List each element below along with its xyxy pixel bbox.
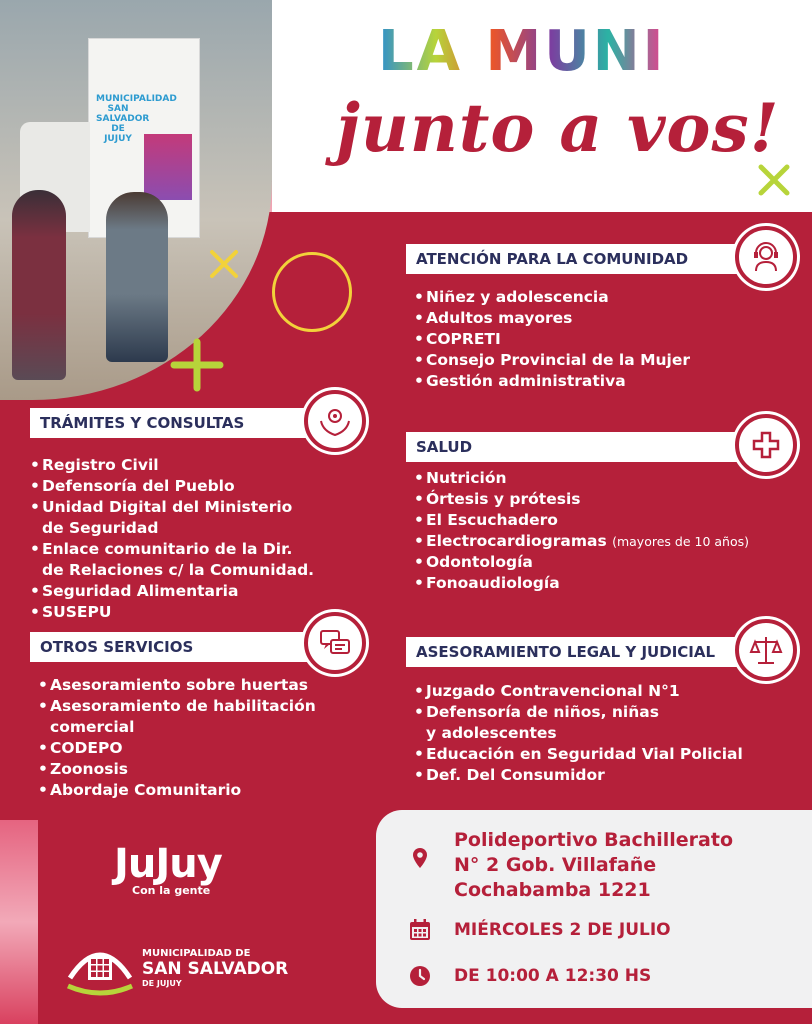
headline-line1: LA MUNI [378,19,667,84]
list-item: • Nutrición [414,469,507,487]
address-line: Polideportivo Bachillerato [454,829,734,851]
plus-decoration-icon [170,338,224,392]
muni-line1: MUNICIPALIDAD DE [142,948,251,959]
age-note: (mayores de 10 años) [612,534,749,549]
section-title-otros: OTROS SERVICIOS [30,632,316,662]
truck-poster [144,134,192,200]
jujuy-tagline: Con la gente [132,884,211,897]
event-info-box [376,810,812,1008]
list-item: de Relaciones c/ la Comunidad. [42,561,315,579]
list-item: • Electrocardiogramas (mayores de 10 años) [414,532,749,550]
list-item: • Registro Civil [30,456,159,474]
list-item: de Seguridad [42,519,159,537]
list-item: • Zoonosis [38,760,128,778]
list-item: y adolescentes [426,724,557,742]
list-item: • Adultos mayores [414,309,573,327]
section-title-salud: SALUD [406,432,742,462]
list-item: • SUSEPU [30,603,112,621]
list-item: • Asesoramiento sobre huertas [38,676,309,694]
list-item: • Asesoramiento de habilitación [38,697,316,715]
list-atencion [414,287,690,392]
muni-line3: DE JUJUY [142,979,182,988]
calendar-icon [408,918,432,942]
list-item: • Fonoaudiología [414,574,560,592]
person-figure [12,190,66,380]
list-item: • Educación en Seguridad Vial Policial [414,745,743,763]
list-item: • Def. Del Consumidor [414,766,605,784]
truck-logo-text: MUNICIPALIDAD SAN SALVADOR DE JUJUY [96,94,177,144]
person-figure [106,192,168,362]
decorative-pattern-strip [0,820,38,1024]
list-salud [414,468,749,594]
event-date: MIÉRCOLES 2 DE JULIO [454,920,671,940]
clock-icon [408,964,432,988]
list-item: • Juzgado Contravencional N°1 [414,682,680,700]
list-item: • El Escuchadero [414,511,558,529]
list-item: • Defensoría de niños, niñas [414,703,659,721]
muni-logo-icon [64,938,136,998]
ring-decoration [272,252,352,332]
hands-gear-icon [304,390,366,452]
section-title-tramites: TRÁMITES Y CONSULTAS [30,408,316,438]
list-item: • Consejo Provincial de la Mujer [414,351,691,369]
address-line: Cochabamba 1221 [454,879,651,901]
list-item: • Odontología [414,553,533,571]
list-item: • Defensoría del Pueblo [30,477,235,495]
medical-cross-icon [735,414,797,476]
cross-decoration-icon [208,248,240,280]
list-item: comercial [50,718,135,736]
headline-subtitle: junto a vos! [336,89,780,167]
list-item: • Niñez y adolescencia [414,288,609,306]
list-tramites [30,455,314,623]
section-title-legal: ASESORAMIENTO LEGAL Y JUDICIAL [406,637,742,667]
event-time: DE 10:00 A 12:30 HS [454,966,652,986]
section-title-atencion: ATENCIÓN PARA LA COMUNIDAD [406,244,742,274]
list-item: • COPRETI [414,330,501,348]
muni-line2: SAN SALVADOR [142,959,289,979]
scales-icon [735,619,797,681]
list-item: • CODEPO [38,739,123,757]
address-line: N° 2 Gob. Villafañe [454,854,657,876]
list-otros [38,675,316,801]
jujuy-logo: JuJuy [114,841,222,887]
support-agent-icon [735,226,797,288]
list-item: • Enlace comunitario de la Dir. [30,540,293,558]
list-legal [414,681,743,786]
list-item: • Unidad Digital del Ministerio [30,498,293,516]
headline-title [378,19,667,84]
photo-mobile-office [0,0,272,400]
list-item: • Órtesis y prótesis [414,490,581,508]
event-address [454,828,733,903]
list-item: • Seguridad Alimentaria [30,582,239,600]
muni-logo-text [142,948,288,989]
list-item: • Gestión administrativa [414,372,626,390]
list-item: • Abordaje Comunitario [38,781,242,799]
location-pin-icon [408,846,432,870]
chat-bubbles-icon [304,612,366,674]
